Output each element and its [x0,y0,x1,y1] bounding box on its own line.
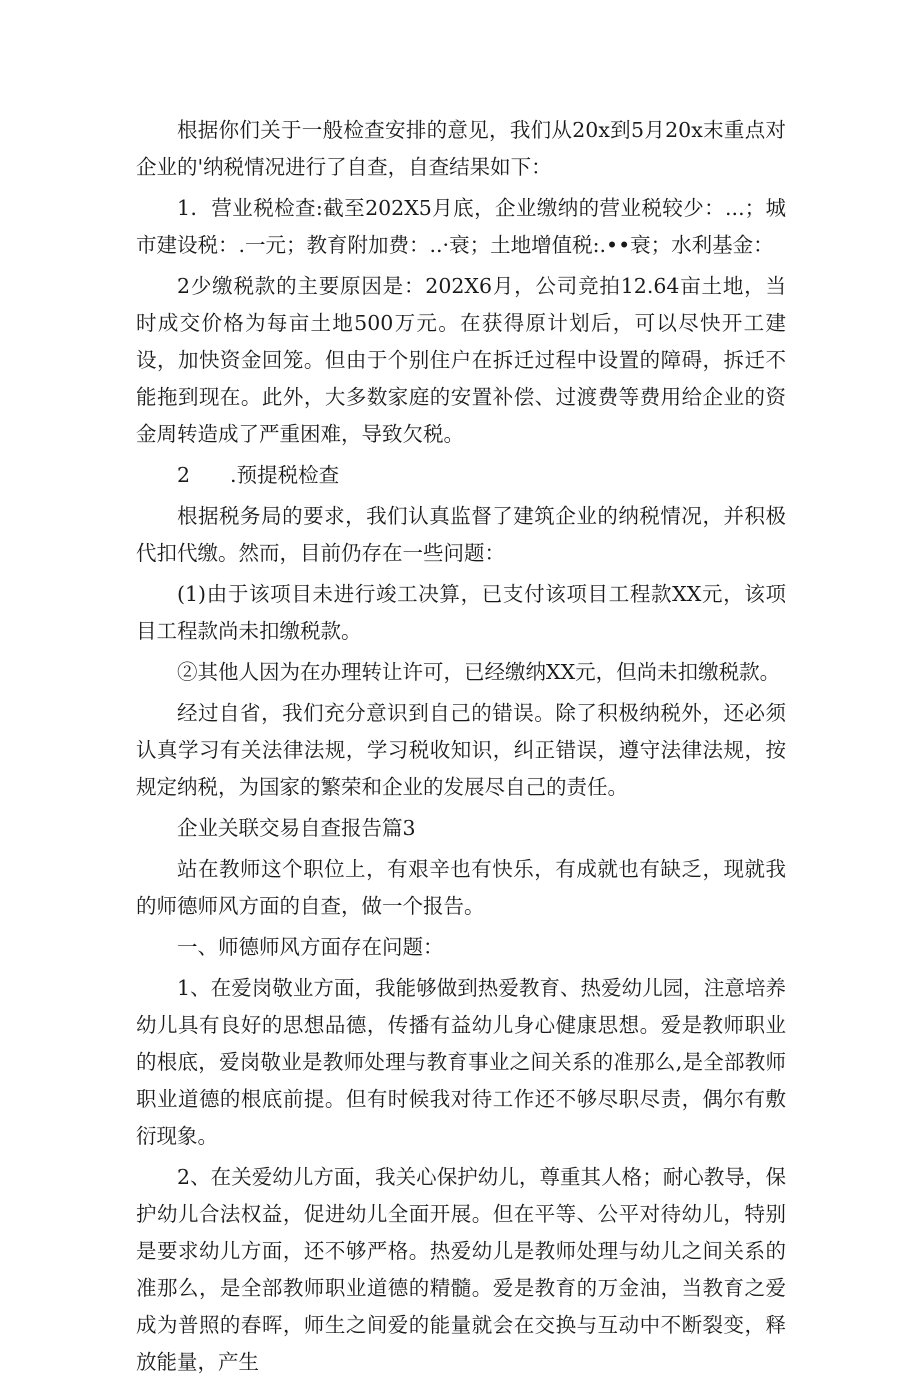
paragraph-item-2-heading [136,457,786,494]
item-2-number: 2 [177,463,191,487]
section-title: 企业关联交易自查报告篇3 [177,816,416,840]
paragraph-item-1-reason: 2少缴税款的主要原因是：202X6月，公司竞拍12.64亩土地，当时成交价格为每亩土地500万元。在获得原计划后，可以尽快开工建设，加快资金回笼。但由于个别住户在拆迁过程中设置的障碍，拆迁不能拖到现在。此外，大多数家庭的安置补偿、过渡费等费用给企业的资金周转造成了严重困难，导致欠税。 [136,274,786,446]
paragraph-conclusion: 经过自省，我们充分意识到自己的错误。除了积极纳税外，还必须认真学习有关法律法规，学习税收知识，纠正错误，遵守法律法规，按规定纳税，为国家的繁荣和企业的发展尽自己的责任。 [136,701,786,799]
paragraph-section-intro: 站在教师这个职位上，有艰辛也有快乐，有成就也有缺乏，现就我的师德师风方面的自查，做一个报告。 [136,857,786,918]
item-2-title: .预提税检查 [230,463,340,487]
document-page [136,112,786,1381]
paragraph-item-2-body: 根据税务局的要求，我们认真监督了建筑企业的纳税情况，并积极代扣代缴。然而，目前仍存在一些问题： [136,504,786,565]
paragraph-intro: 根据你们关于一般检查安排的意见，我们从20x到5月20x末重点对企业的'纳税情况进行了自查，自查结果如下： [136,118,786,179]
paragraph-item-1: 1．营业税检查:截至202X5月底，企业缴纳的营业税较少：...；城市建设税：.一元；教育附加费：..·衰；土地增值税:.••衰；水利基金： [136,196,786,257]
paragraph-item-2-issue-1: (1)由于该项目未进行竣工决算，已支付该项目工程款XX元，该项目工程款尚未扣缴税款。 [136,582,786,643]
paragraph-item-2-issue-2: ②其他人因为在办理转让许可，已经缴纳XX元，但尚未扣缴税款。 [177,660,781,684]
paragraph-point-1: 1、在爱岗敬业方面，我能够做到热爱教育、热爱幼儿园，注意培养幼儿具有良好的思想品德，传播有益幼儿身心健康思想。爱是教师职业的根底，爱岗敬业是教师处理与教育事业之间关系的准那么,是全部教师职业道德的根底前提。但有时候我对待工作还不够尽职尽责，偶尔有敷衍现象。 [136,976,786,1148]
paragraph-point-2: 2、在关爱幼儿方面，我关心保护幼儿，尊重其人格；耐心教导，保护幼儿合法权益，促进幼儿全面开展。但在平等、公平对待幼儿，特别是要求幼儿方面，还不够严格。热爱幼儿是教师处理与幼儿之间关系的准那么，是全部教师职业道德的精髓。爱是教育的万金油，当教育之爱成为普照的春晖，师生之间爱的能量就会在交换与互动中不断裂变，释放能量，产生 [136,1165,786,1374]
heading-problems: 一、师德师风方面存在问题： [177,935,444,959]
